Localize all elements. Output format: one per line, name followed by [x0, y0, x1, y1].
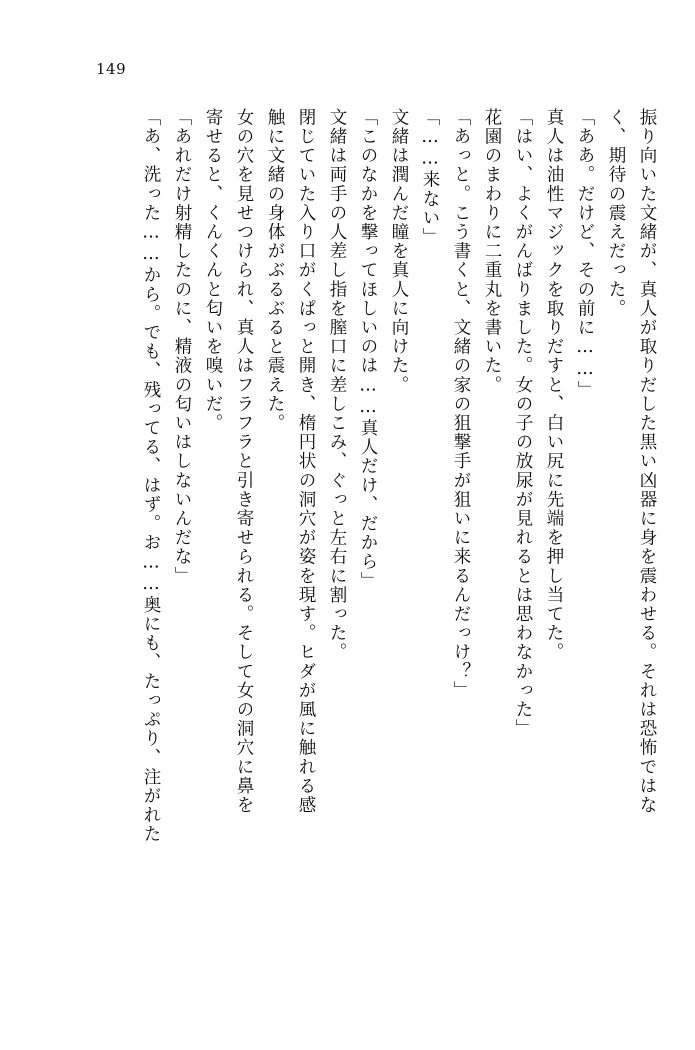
text-column: 真人は油性マジックを取りだすと、白い尻に先端を押し当てた。 [544, 108, 564, 662]
text-column: 「このなかを撃ってほしいのは……真人だけ、だから」 [358, 108, 378, 591]
text-column: 花園のまわりに二重丸を書いた。 [482, 108, 502, 395]
text-column: 文緒は両手の人差し指を膣口に差しこみ、ぐっと左右に割った。 [327, 108, 347, 662]
text-column: 「あ、洗った……から。でも、残ってる、はず。お……奥にも、たっぷり、注がれた [141, 108, 161, 844]
text-column: 女の穴を見せつけられ、真人はフラフラと引き寄せられる。そして女の洞穴に鼻を [234, 108, 254, 815]
text-column: く、期待の震えだった。 [606, 108, 626, 319]
text-column: 閉じていた入り口がくぱっと開き、楕円状の洞穴が姿を現す。ヒダが風に触れる感 [296, 108, 316, 815]
text-column: 「……来ない」 [420, 108, 440, 247]
text-column: 振り向いた文緒が、真人が取りだした黒い凶器に身を震わせる。それは恐怖ではな [637, 108, 657, 815]
text-column: 寄せると、くんくんと匂いを嗅いだ。 [203, 108, 223, 433]
text-column: 「あれだけ射精したのに、精液の匂いはしないんだな」 [172, 108, 192, 586]
text-column: 「ああ。だけど、その前に……」 [575, 108, 595, 400]
text-column: 文緒は潤んだ瞳を真人に向けた。 [389, 108, 409, 395]
text-column: 「はい、よくがんばりました。女の子の放尿が見れるとは思わなかった」 [513, 108, 533, 739]
page-number: 149 [96, 60, 127, 78]
vertical-text-block [62, 108, 655, 978]
text-column: 「あっと。こう書くと、文緒の家の狙撃手が狙いに来るんだっけ？」 [451, 108, 471, 701]
text-column: 触に文緒の身体がぶるぶると震えた。 [265, 108, 285, 433]
